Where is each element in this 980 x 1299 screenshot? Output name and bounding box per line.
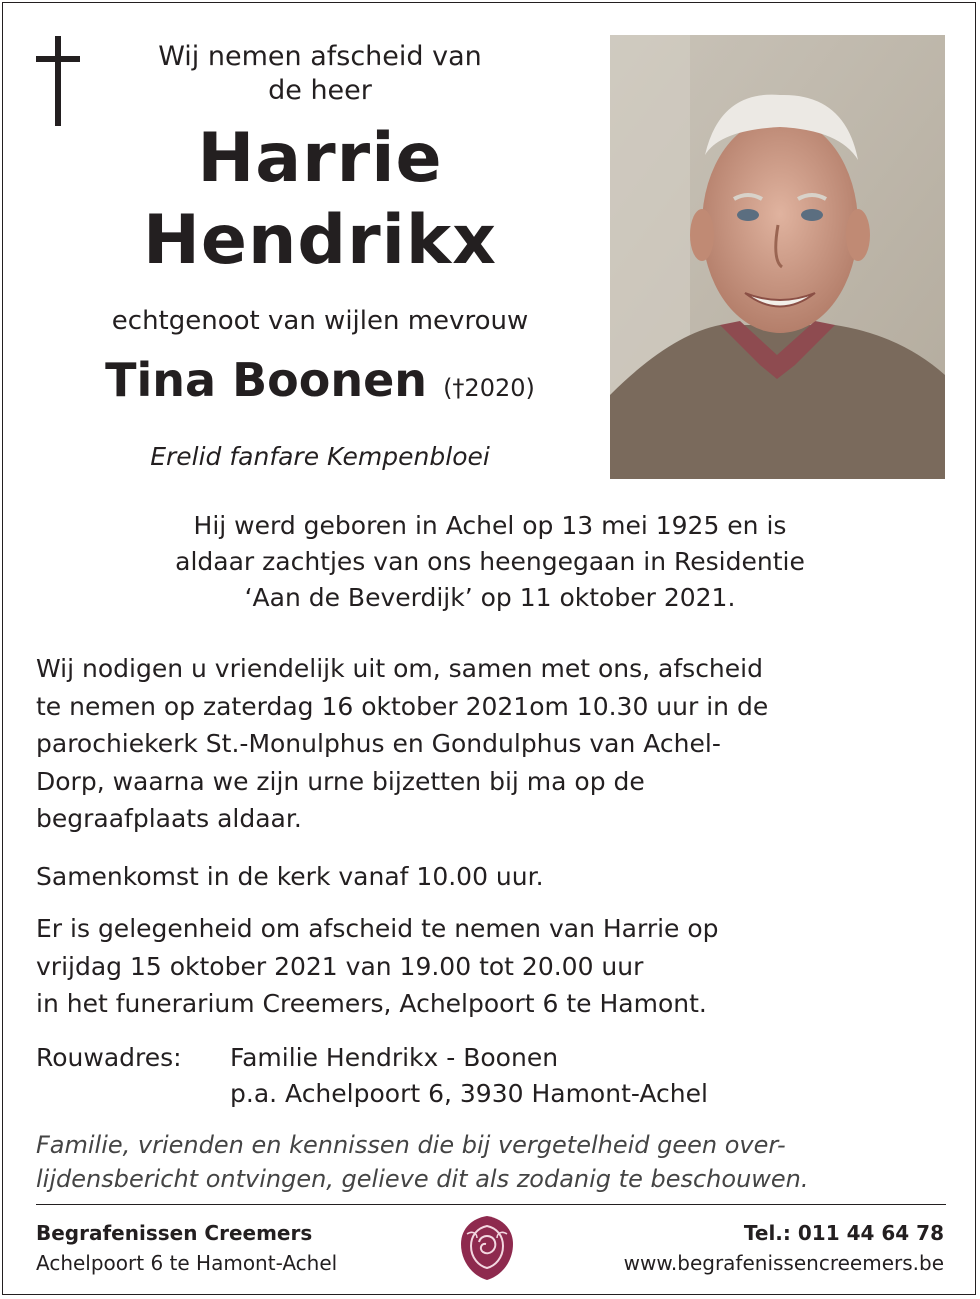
gathering-paragraph: Samenkomst in de kerk vanaf 10.00 uur. <box>36 862 544 891</box>
deceased-name: Harrie Hendrikx <box>142 119 498 280</box>
website-link[interactable]: www.begrafenissencreemers.be <box>623 1251 944 1275</box>
portrait-photo <box>610 35 945 479</box>
notice-note: Familie, vrienden en kennissen die bij vergetelheid geen over- lijdensbericht ontvingen, gelieve dit als zodanig te beschouwen. <box>36 1131 809 1193</box>
mourning-address-line: Familie Hendrikx - Boonen <box>230 1043 559 1072</box>
contact-info <box>624 1218 944 1278</box>
mourning-address-line: p.a. Achelpoort 6, 3930 Hamont-Achel <box>230 1079 708 1108</box>
invitation-paragraph: Wij nodigen u vriendelijk uit om, samen met ons, afscheid te nemen op zaterdag 16 oktober 2021om 10.30 uur in de parochiekerk St.-Monulphus en Gondulphus van Achel- Dorp, waarna we zijn urne bijzetten bij ma op de begraafplaats aldaar. <box>36 654 769 833</box>
phone-number: Tel.: 011 44 64 78 <box>743 1221 944 1245</box>
spouse-death-year: (†2020) <box>443 374 535 402</box>
viewing-paragraph: Er is gelegenheid om afscheid te nemen van Harrie op vrijdag 15 oktober 2021 van 19.00 tot 20.00 uur in het funerarium Creemers, Achelpoort 6 te Hamont. <box>36 914 719 1018</box>
funeral-home-info <box>36 1218 337 1278</box>
footer-divider <box>36 1204 946 1205</box>
rose-logo-icon <box>455 1212 519 1284</box>
intro-text: Wij nemen afscheid van de heer <box>158 41 482 106</box>
spouse-intro: echtgenoot van wijlen mevrouw <box>111 306 529 336</box>
spouse-name: Tina Boonen (†2020) <box>105 353 535 407</box>
honor-title: Erelid fanfare Kempenbloei <box>150 442 490 471</box>
funeral-home-address: Achelpoort 6 te Hamont-Achel <box>36 1251 338 1275</box>
birth-death-info: Hij werd geboren in Achel op 13 mei 1925 en is aldaar zachtjes van ons heengegaan in Residentie ‘Aan de Beverdijk’ op 11 oktober 2021. <box>175 511 805 612</box>
mourning-address-label: Rouwadres: <box>36 1043 182 1072</box>
funeral-home-name: Begrafenissen Creemers <box>36 1221 313 1245</box>
